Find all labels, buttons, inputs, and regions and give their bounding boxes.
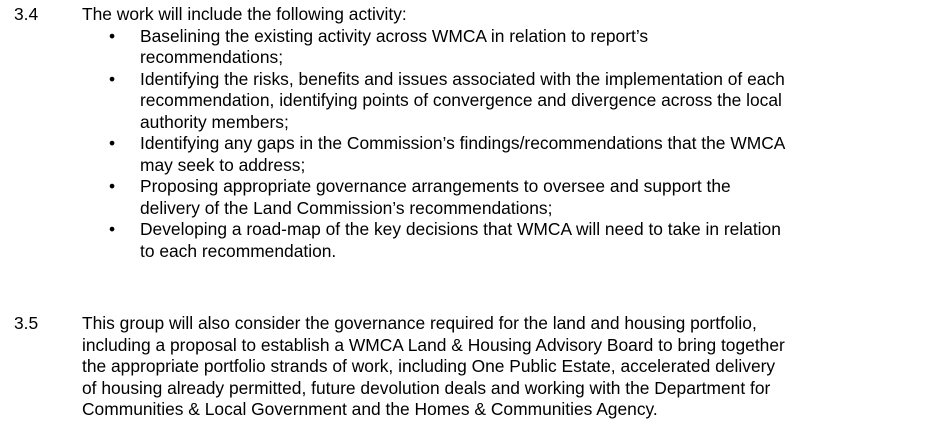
list-item (82, 176, 922, 219)
bullet-icon: • (109, 176, 116, 196)
bullet-icon: • (109, 68, 116, 89)
list-item (82, 26, 922, 69)
bullet-icon: • (109, 219, 116, 239)
list-item (82, 133, 922, 176)
section-intro: The work will include the following activity: (82, 4, 407, 24)
list-item-text: Baselining the existing activity across WMCA in relation to report’s recommendations; (140, 25, 649, 67)
bullet-icon: • (109, 133, 116, 153)
list-item-text: Proposing appropriate governance arrangements to oversee and support the delivery of the Land Commission’s recommendations; (140, 176, 731, 218)
section-number: 3.5 (14, 313, 39, 333)
bullet-icon: • (109, 25, 116, 46)
section-number: 3.4 (14, 4, 39, 24)
list-item-text: Developing a road-map of the key decisions that WMCA will need to take in relation to each recommendation. (140, 219, 781, 261)
list-item (82, 219, 922, 262)
activity-list (82, 26, 922, 263)
list-item-text: Identifying any gaps in the Commission’s findings/recommendations that the WMCA may seek to address; (140, 133, 786, 175)
section-paragraph: This group will also consider the governance required for the land and housing portfolio, including a proposal to establish a WMCA Land & Housing Advisory Board to bring together the appropriate portfolio strands of work, including One Public Estate, accelerated delivery of housing already permitted, future devolution deals and working with the Department for Communities & Local Government and the Homes & Communities Agency. (82, 313, 785, 419)
list-item-text: Identifying the risks, benefits and issues associated with the implementation of each recommendation, identifying points of convergence and divergence across the local authority members; (140, 68, 785, 132)
list-item (82, 69, 922, 134)
